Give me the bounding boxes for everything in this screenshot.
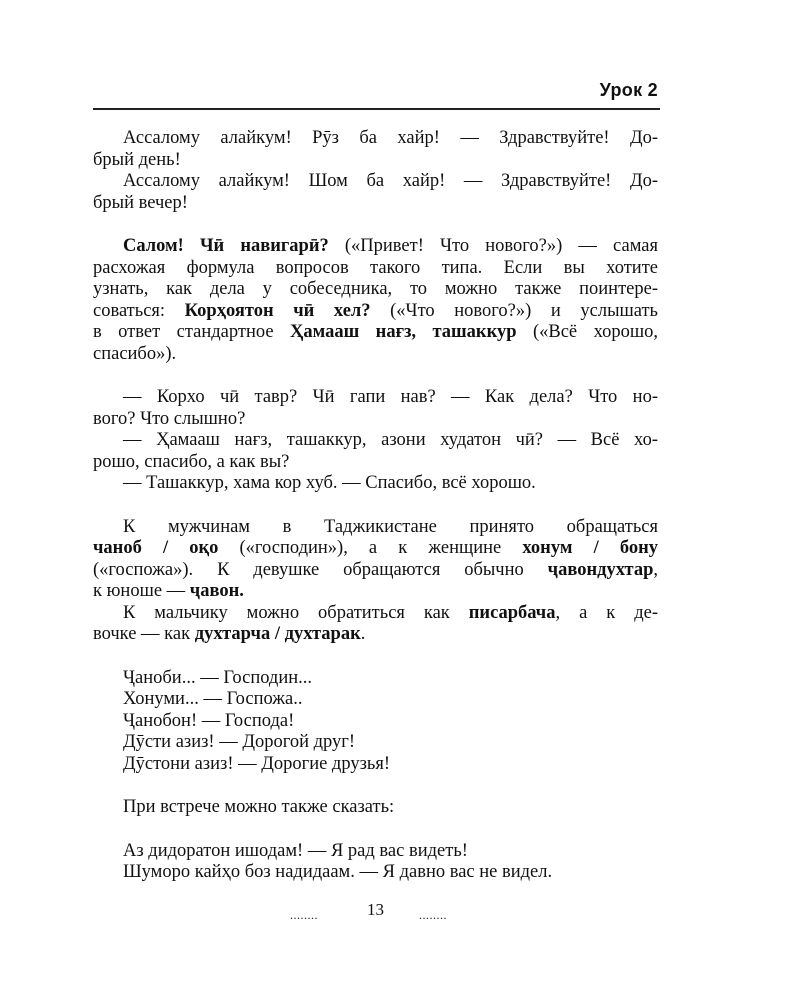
salom-line-6: спасибо»). [93, 343, 177, 364]
greeting-evening-line-1: Ассалому алайкум! Шом ба хайр! — Здравствуйте! До- [123, 171, 658, 191]
vocab-item: Дӯстони азиз! — Дорогие друзья! [123, 753, 391, 774]
address-line-3: («госпожа»). К девушке обращаются обычно ҷавондухтар, [93, 559, 658, 580]
meeting-phrase: Шуморо кайҳо боз надидаам. — Я давно вас не видел. [123, 862, 553, 882]
salom-line-4: соваться: Корҳоятон чӣ хел? («Что нового?») и услышать [93, 300, 658, 321]
vocab-item: Ҷаноби... — Господин... [123, 667, 313, 688]
dialog-line-5: — Ташаккур, хама кор хуб. — Спасибо, всё хорошо. [123, 473, 536, 493]
footer-dots-right: ........ [419, 908, 447, 922]
footer-dots-left: ........ [290, 908, 318, 922]
salom-phrase: Салом! Чӣ навигарӣ? [123, 236, 329, 256]
address-line-1: К мужчинам в Таджикистане принято обращаться [123, 516, 658, 537]
greeting-evening-line-2: брый вечер! [93, 192, 188, 213]
lesson-label: Урок 2 [599, 80, 658, 100]
salom-line-1: Салом! Чӣ навигарӣ? («Привет! Что нового?») — самая [123, 236, 658, 256]
dialog-line-4: рошо, спасибо, а как вы? [93, 451, 290, 472]
dialog-line-2: вого? Что слышно? [93, 408, 246, 429]
vocab-item: Ҷанобон! — Господа! [123, 710, 295, 731]
dialog-line-3: — Ҳамааш нағз, ташаккур, азони худатон чӣ? — Всё хо- [123, 430, 658, 450]
page-number: 13 [367, 900, 384, 919]
boy-line-2: вочке — как духтарча / духтарак. [93, 624, 366, 644]
address-line-2: чаноб / оқо («господин»), а к женщине хонум / бону [93, 538, 658, 558]
vocab-item: Хонуми... — Госпожа.. [123, 689, 303, 709]
page-header [93, 72, 660, 110]
meeting-phrase: Аз дидоратон ишодам! — Я рад вас видеть! [123, 840, 468, 861]
address-line-4: к юноше — ҷавон. [93, 581, 244, 601]
salom-line-5: в ответ стандартное Ҳамааш нағз, ташаккур («Всё хорошо, [93, 322, 659, 342]
meeting-intro: При встрече можно также сказать: [123, 797, 395, 817]
page-footer [0, 900, 800, 924]
greeting-morning-line-1: Ассалому алайкум! Рӯз ба хайр! — Здравствуйте! До- [123, 128, 658, 148]
dialog-line-1: — Корхо чӣ тавр? Чӣ гапи нав? — Как дела? Что но- [123, 387, 658, 407]
boy-line-1: К мальчику можно обратиться как писарбача, а к де- [123, 602, 658, 623]
salom-line-2: расхожая формула вопросов такого типа. Если вы хотите [93, 257, 658, 278]
salom-line-3: узнать, как дела у собеседника, то можно также поинтере- [93, 279, 658, 299]
greeting-morning-line-2: брый день! [93, 149, 181, 170]
vocab-item: Дӯсти азиз! — Дорогой друг! [123, 732, 356, 752]
page-body [93, 128, 659, 884]
